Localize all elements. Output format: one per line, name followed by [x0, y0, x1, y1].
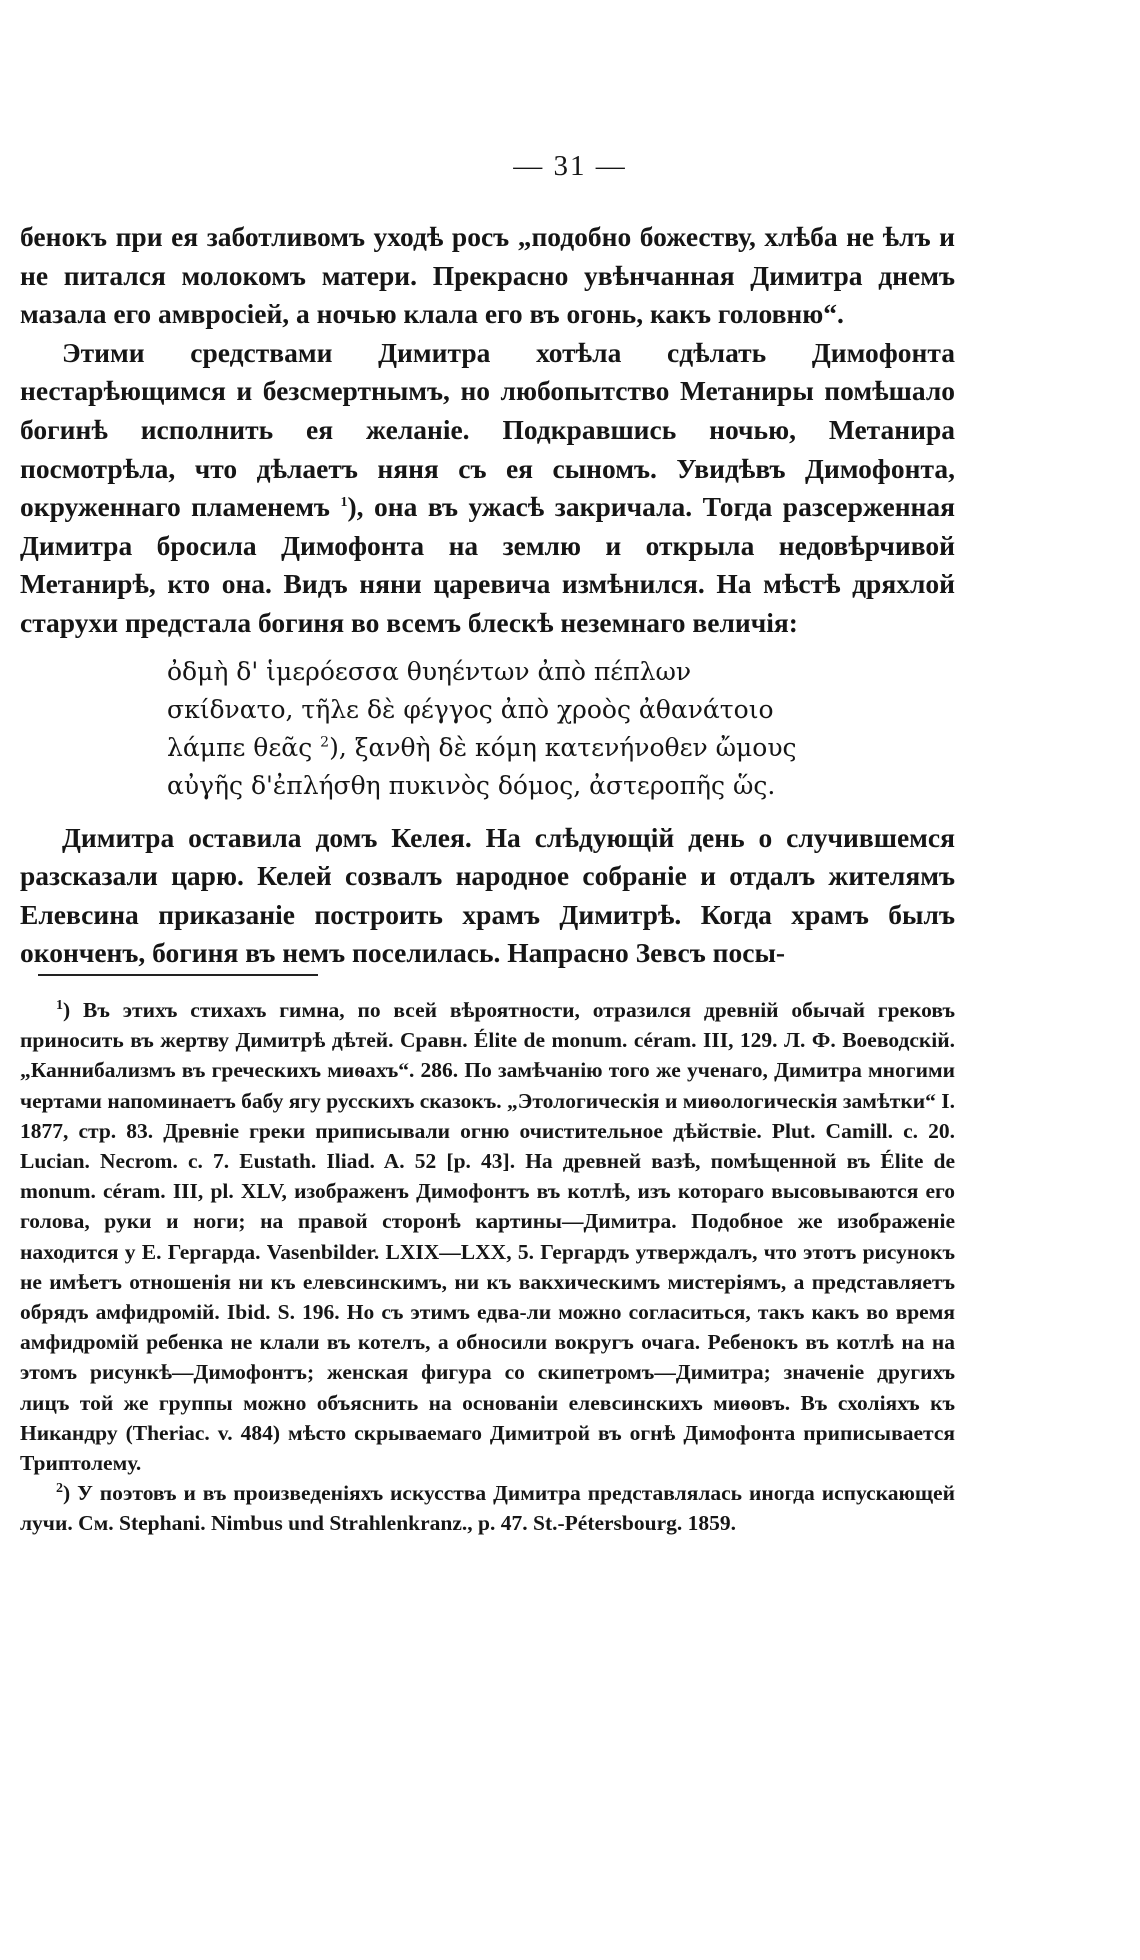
paragraph-1: бенокъ при ея заботливомъ уходѣ росъ „подобно божеству, хлѣба не ѣлъ и не питался молокомъ матери. Прекрасно увѣнчанная Димитра днемъ мазала его амвросiей, а ночью клала его въ огонь, какъ головню“.: [20, 221, 955, 330]
verse-line-4: αὐγῆς δ'ἐπλήσθη πυκινὸς δόμος, ἀστεροπῆς ὥς.: [167, 770, 776, 800]
footnote-1-text: ) Въ этихъ стихахъ гимна, по всей вѣроятности, отразился древнiй обычай грековъ приносить въ жертву Димитрѣ дѣтей. Сравн. Élite de monum. céram. III, 129. Л. Ф. Воеводскiй. „Каннибализмъ въ греческихъ миѳахъ“. 286. По замѣчанiю того же ученаго, Димитра многими чертами напоминаетъ бабу ягу русскихъ сказокъ. „Этологическiя и миѳологическiя замѣтки“ I. 1877, стр. 83. Древнiе греки приписывали огню очистительное дѣйствiе. Plut. Camill. c. 20. Lucian. Necrom. c. 7. Eustath. Iliad. A. 52 [p. 43]. На древней вазѣ, помѣщенной въ Élite de monum. céram. III, pl. XLV, изображенъ Димофонтъ въ котлѣ, изъ котораго высовываются его голова, руки и ноги; на правой сторонѣ картины—Димитра. Подобное же изображенiе находится у Е. Гергарда. Vasenbilder. LXIX—LXX, 5. Гергардъ утверждалъ, что этотъ рисунокъ не имѣетъ отношенiя ни къ елевсинскимъ, ни къ вакхическимъ мистерiямъ, а представляетъ обрядъ амфидромiй. Ibid. S. 196. Но съ этимъ едва-ли можно согласиться, такъ какъ во время амфидромiй ребенка не клали въ котелъ, а обносили вокругъ очага. Ребенокъ въ котлѣ на на этомъ рисункѣ—Димофонтъ; женская фигура со скипетромъ—Димитра; значенiе другихъ лицъ той же группы можно объяснить на основанiи елевсинскихъ миѳовъ. Въ схолiяхъ къ Никандру (Theriac. v. 484) мѣсто скрываемаго Димитрой въ огнѣ Димофонта приписывается Триптолему.: [20, 998, 955, 1476]
page-number: — 31 —: [513, 150, 627, 182]
verse-line-1: ὀδμὴ δ' ἱμερόεσσα θυηέντων ἀπὸ πέπλων: [167, 656, 692, 686]
footnote-2-text: ) У поэтовъ и въ произведенiяхъ искусства Димитра представлялась иногда испускающей лучи. См. Stephani. Nimbus und Strahlenkranz., p. 47. St.-Pétersbourg. 1859.: [20, 1481, 955, 1536]
footnotes: [20, 995, 955, 1539]
paragraph-2-end: ), она въ ужасѣ закричала. Тогда разсерженная Димитра бросила Димофонта на землю и открыла недовѣрчивой Метанирѣ, кто она. Видъ няни царевича измѣнился. На мѣстѣ дряхлой старухи предстала богиня во всемъ блескѣ неземнаго величiя:: [20, 491, 956, 638]
paragraph-2: [20, 334, 955, 643]
verse-line-2: σκίδνατο, τῆλε δὲ φέγγος ἀπὸ χροὸς ἀθανάτοιο: [167, 694, 774, 724]
footnote-ref-2[interactable]: 2: [320, 734, 330, 751]
paragraph-2-start: Этими средствами Димитра хотѣла сдѣлать Димофонта нестарѣющимся и безсмертнымъ, но любопытство Метаниры помѣшало богинѣ исполнить ея желанiе. Подкравшись ночью, Метанира посмотрѣла, что дѣлаетъ няня съ ея сыномъ. Увидѣвъ Димофонта, окруженнаго пламенемъ: [20, 336, 955, 523]
verse-line-3: [167, 729, 955, 767]
paragraph-3: Димитра оставила домъ Келея. На слѣдующiй день о случившемся разсказали царю. Келей созвалъ народное собранiе и отдалъ жителямъ Елевсина приказанiе построить храмъ Димитрѣ. Когда храмъ былъ оконченъ, богиня въ немъ поселилась. Напрасно Зевсъ посы-: [20, 821, 955, 969]
footnote-1-marker: 1: [56, 997, 63, 1013]
footnote-divider: [38, 974, 318, 976]
footnote-2-marker: 2: [56, 1481, 63, 1497]
footnote-ref-1[interactable]: 1: [340, 495, 348, 510]
greek-verse: [167, 653, 955, 805]
main-text: [20, 218, 955, 973]
verse-line-3-start: λάμπε θεᾶς: [167, 732, 321, 762]
verse-line-3-end: ), ξανθὴ δὲ κόμη κατενήνοθεν ὤμους: [329, 732, 797, 762]
footnote-1: [20, 995, 955, 1478]
footnote-2: [20, 1478, 955, 1538]
